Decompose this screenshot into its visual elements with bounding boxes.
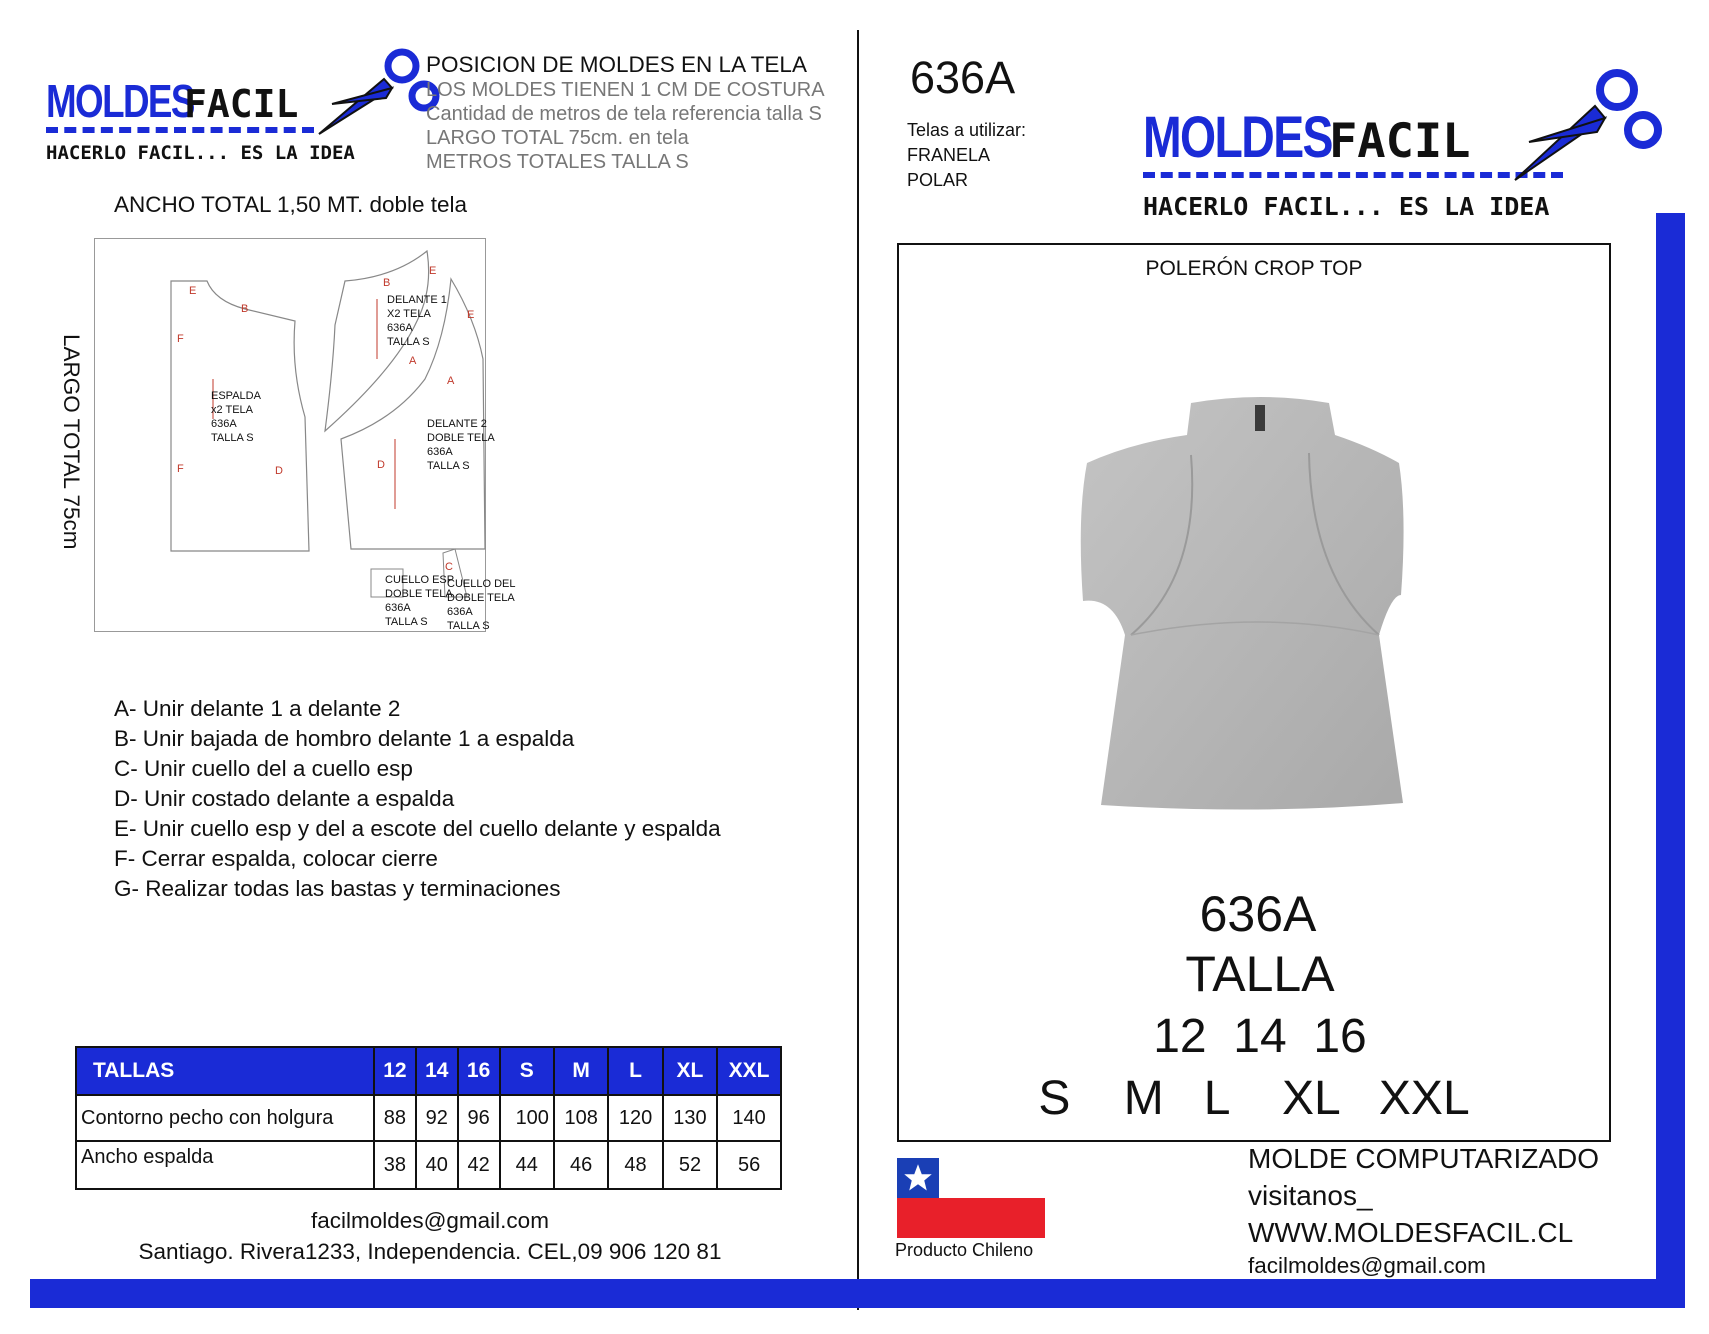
largo-total-label: LARGO TOTAL 75cm	[59, 334, 84, 550]
visitanos-label: visitanos_	[1248, 1180, 1373, 1211]
logo-tagline: HACERLO FACIL... ES LA IDEA	[1143, 192, 1550, 221]
cell: 96	[458, 1095, 500, 1141]
moldes-facil-logo-left	[46, 74, 446, 174]
scissors-icon	[314, 44, 444, 144]
pattern-header	[426, 52, 825, 174]
instruction-c: C- Unir cuello del a cuello esp	[114, 756, 413, 781]
cell: 100	[500, 1095, 554, 1141]
pattern-header-title: POSICION DE MOLDES EN LA TELA	[426, 52, 807, 77]
pattern-letter-f: F	[177, 333, 184, 345]
pattern-letter-e: E	[189, 285, 197, 297]
page-divider	[857, 30, 859, 1310]
espalda-label	[211, 389, 261, 445]
footer-email-right[interactable]: facilmoldes@gmail.com	[1248, 1253, 1486, 1278]
talla-label: TALLA	[1185, 946, 1335, 1002]
delante2-line-3: 636A	[427, 446, 453, 458]
molde-computarizado: MOLDE COMPUTARIZADO	[1248, 1143, 1600, 1174]
pattern-letter-d: D	[275, 465, 283, 477]
cell: 108	[554, 1095, 608, 1141]
logo-moldes-text: MOLDES	[1143, 105, 1332, 170]
logo-tagline: HACERLO FACIL... ES LA IDEA	[46, 142, 355, 164]
cell: 46	[554, 1141, 608, 1189]
header-14: 14	[416, 1047, 458, 1095]
pattern-letter-a-2: A	[447, 375, 455, 387]
pattern-header-line-4: METROS TOTALES TALLA S	[426, 151, 689, 173]
assembly-instructions	[114, 694, 721, 904]
cell: 44	[500, 1141, 554, 1189]
espalda-line-2: x2 TELA	[211, 404, 253, 416]
moldes-facil-logo-right	[1143, 104, 1663, 228]
cuello-del-line-4: TALLA S	[447, 620, 490, 632]
cuello-esp-line-4: TALLA S	[385, 616, 428, 628]
product-title: POLERÓN CROP TOP	[1145, 257, 1363, 280]
logo-facil-text: FACIL	[1329, 114, 1471, 169]
website-link[interactable]: WWW.MOLDESFACIL.CL	[1248, 1217, 1574, 1248]
instruction-d: D- Unir costado delante a espalda	[114, 786, 455, 811]
star-icon	[903, 1163, 933, 1193]
pattern-layout	[94, 238, 516, 632]
right-blue-bar	[1656, 213, 1685, 1308]
cell: 140	[717, 1095, 781, 1141]
cuello-del-line-1: CUELLO DEL	[447, 578, 516, 590]
cuello-del-line-2: DOBLE TELA	[447, 592, 515, 604]
espalda-line-4: TALLA S	[211, 432, 254, 444]
footer-email-left: facilmoldes@gmail.com	[311, 1208, 549, 1233]
header-16: 16	[458, 1047, 500, 1095]
pattern-header-line-1: LOS MOLDES TIENEN 1 CM DE COSTURA	[426, 79, 825, 101]
pattern-letter-f-2: F	[177, 463, 184, 475]
telas-block	[907, 118, 1026, 193]
flag-white-stripe	[939, 1158, 1045, 1198]
header-m: M	[554, 1047, 608, 1095]
cell: 88	[374, 1095, 416, 1141]
cuello-esp-line-1: CUELLO ESP	[385, 574, 455, 586]
sizes-numeric: 12 14 16	[1153, 1010, 1367, 1063]
espalda-line-1: ESPALDA	[211, 390, 261, 402]
cell: 40	[416, 1141, 458, 1189]
delante2-label	[427, 417, 495, 473]
logo-moldes-text: MOLDES	[46, 75, 194, 127]
pattern-letter-b: B	[241, 303, 249, 315]
header-s: S	[500, 1047, 554, 1095]
logo-dash-line	[46, 127, 314, 133]
instruction-a: A- Unir delante 1 a delante 2	[114, 696, 401, 721]
cell: 92	[416, 1095, 458, 1141]
delante1-line-3: 636A	[387, 322, 413, 334]
cell: 52	[663, 1141, 717, 1189]
big-product-code: 636A	[1199, 886, 1317, 942]
pattern-header-line-2: Cantidad de metros de tela referencia talla S	[426, 103, 822, 125]
product-box	[897, 243, 1611, 1142]
delante2-line-2: DOBLE TELA	[427, 432, 495, 444]
table-row	[76, 1141, 781, 1189]
instruction-b: B- Unir bajada de hombro delante 1 a espalda	[114, 726, 575, 751]
header-12: 12	[374, 1047, 416, 1095]
pattern-letter-b-2: B	[383, 277, 391, 289]
table-row	[76, 1095, 781, 1141]
cell: 130	[663, 1095, 717, 1141]
delante1-line-2: X2 TELA	[387, 308, 431, 320]
delante2-line-4: TALLA S	[427, 460, 470, 472]
sizes-letters: S M L XL XXL	[1038, 1072, 1470, 1125]
pattern-letter-e-2: E	[429, 265, 437, 277]
cuello-del-label	[447, 577, 515, 633]
product-code: 636A	[910, 52, 1016, 103]
delante1-label	[387, 293, 447, 349]
pattern-letter-c: C	[445, 561, 453, 573]
header-xxl: XXL	[717, 1047, 781, 1095]
ancho-total-label: ANCHO TOTAL 1,50 MT. doble tela	[114, 192, 468, 217]
espalda-line-3: 636A	[211, 418, 237, 430]
pattern-letter-a: A	[409, 355, 417, 367]
pattern-header-line-3: LARGO TOTAL 75cm. en tela	[426, 127, 689, 149]
bottom-blue-bar	[30, 1279, 1685, 1308]
footer-address: Santiago. Rivera1233, Independencia. CEL,09 906 120 81	[138, 1239, 722, 1264]
size-table	[75, 1046, 782, 1190]
delante1-line-1: DELANTE 1	[387, 294, 447, 306]
cell: 42	[458, 1141, 500, 1189]
cell: 56	[717, 1141, 781, 1189]
cuello-del-line-3: 636A	[447, 606, 473, 618]
instruction-f: F- Cerrar espalda, colocar cierre	[114, 846, 438, 871]
size-table-header	[76, 1047, 781, 1095]
cell: 120	[608, 1095, 662, 1141]
cell: 38	[374, 1141, 416, 1189]
cuello-esp-line-2: DOBLE TELA	[385, 588, 453, 600]
scissors-icon	[1507, 62, 1667, 192]
flag-label: Producto Chileno	[895, 1240, 1034, 1260]
header-tallas: TALLAS	[76, 1047, 374, 1095]
instruction-g: G- Realizar todas las bastas y terminaciones	[114, 876, 561, 901]
tela-franela: FRANELA	[907, 145, 991, 165]
pattern-letter-e-3: E	[467, 309, 475, 321]
row-label: Ancho espalda	[76, 1141, 374, 1189]
logo-facil-text: FACIL	[184, 82, 299, 126]
contact-block	[1248, 1140, 1599, 1281]
logo-dash-line	[1143, 172, 1563, 178]
pattern-letter-d-2: D	[377, 459, 385, 471]
cuello-esp-label	[385, 573, 454, 629]
header-xl: XL	[663, 1047, 717, 1095]
tela-polar: POLAR	[907, 170, 969, 190]
telas-label: Telas a utilizar:	[907, 120, 1027, 140]
crop-top-garment-image	[1071, 395, 1451, 815]
cuello-esp-line-3: 636A	[385, 602, 411, 614]
flag-red-stripe	[897, 1198, 1045, 1238]
cell: 48	[608, 1141, 662, 1189]
chile-flag	[897, 1158, 1045, 1238]
instruction-e: E- Unir cuello esp y del a escote del cuello delante y espalda	[114, 816, 721, 841]
delante2-line-1: DELANTE 2	[427, 418, 487, 430]
delante1-line-4: TALLA S	[387, 336, 430, 348]
row-label: Contorno pecho con holgura	[76, 1095, 374, 1141]
header-l: L	[608, 1047, 662, 1095]
